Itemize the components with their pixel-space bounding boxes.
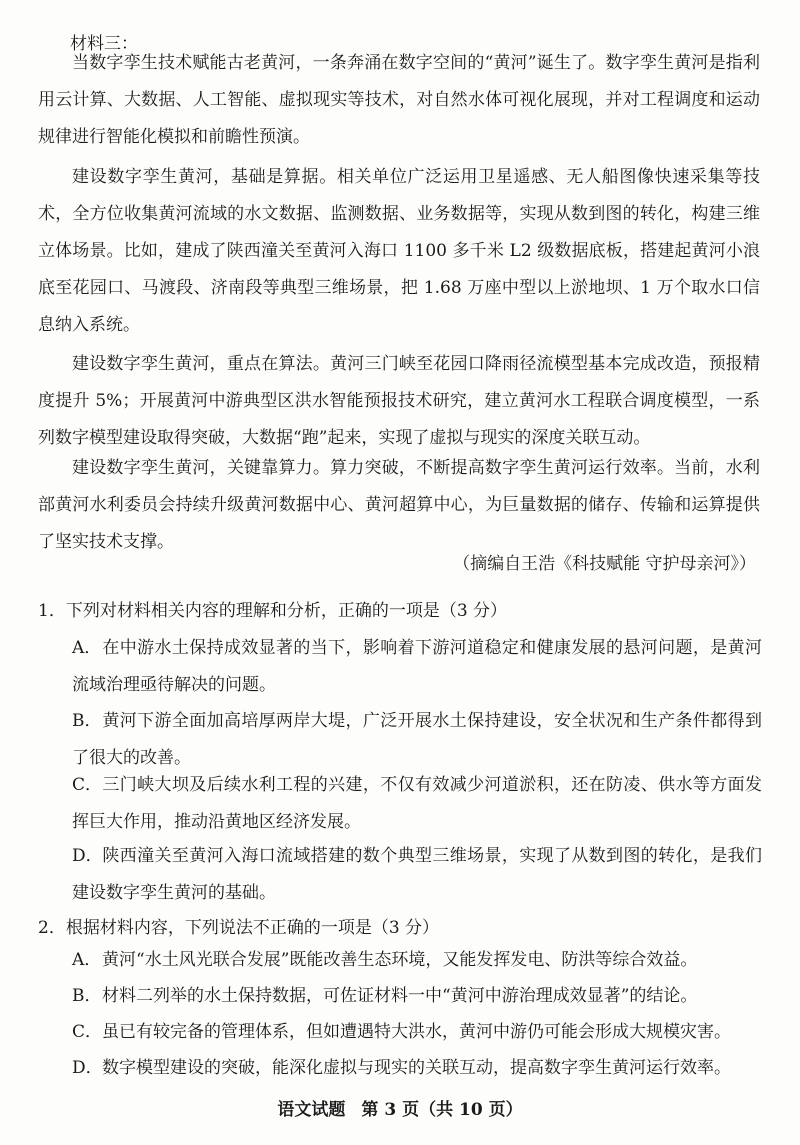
option-text: 陕西潼关至黄河入海口流域搭建的数个典型三维场景，实现了从数到图的转化，是我们建设数字孪生黄河的基础。 xyxy=(72,846,762,903)
page-footer xyxy=(0,1096,800,1124)
question-1-option-a[interactable] xyxy=(72,630,762,704)
question-2-option-a[interactable] xyxy=(72,942,762,979)
option-letter: B． xyxy=(72,711,102,731)
material-paragraph-3: 建设数字孪生黄河，重点在算法。黄河三门峡至花园口降雨径流模型基本完成改造，预报精度提升 5%；开展黄河中游典型区洪水智能预报技术研究，建立黄河水工程联合调度模型，一系列数字模型建设取得突破，大数据“跑”起来，实现了虚拟与现实的深度关联互动。 xyxy=(38,354,760,448)
option-letter: B． xyxy=(72,986,102,1006)
question-1-option-b[interactable] xyxy=(72,703,762,777)
question-1-stem: 1．下列对材料相关内容的理解和分析，正确的一项是（3 分） xyxy=(38,601,508,621)
option-letter: D． xyxy=(72,1058,103,1078)
option-text: 三门峡大坝及后续水利工程的兴建，不仅有效减少河道淤积，还在防凌、供水等方面发挥巨大作用，推动沿黄地区经济发展。 xyxy=(72,775,762,832)
option-text: 数字模型建设的突破，能深化虚拟与现实的关联互动，提高数字孪生黄河运行效率。 xyxy=(102,1058,731,1078)
option-letter: A． xyxy=(72,950,102,970)
footer-subject: 语文试题 xyxy=(277,1100,346,1120)
footer-page-number: 第 3 页（共 10 页） xyxy=(361,1100,523,1120)
option-text: 黄河“水土风光联合发展”既能改善生态环境，又能发挥发电、防洪等综合效益。 xyxy=(102,950,698,970)
material-paragraph-1: 当数字孪生技术赋能古老黄河，一条奔涌在数字空间的“黄河”诞生了。数字孪生黄河是指利用云计算、大数据、人工智能、虚拟现实等技术，对自然水体可视化展现，并对工程调度和运动规律进行智能化模拟和前瞻性预演。 xyxy=(38,53,760,147)
option-letter: C． xyxy=(72,1022,103,1042)
option-letter: C． xyxy=(72,775,103,795)
question-1-option-c[interactable] xyxy=(72,767,762,841)
question-2-option-b[interactable] xyxy=(72,978,762,1015)
material-paragraph-2: 建设数字孪生黄河，基础是算据。相关单位广泛运用卫星遥感、无人船图像快速采集等技术，全方位收集黄河流域的水文数据、监测数据、业务数据等，实现从数到图的转化，构建三维立体场景。比如，建成了陕西潼关至黄河入海口 1100 多千米 L2 级数据底板，搭建起黄河小浪底至花园口、马渡段、济南段等典型三维场景，把 1.68 万座中型以上淤地坝、1 万个取水口信息纳入系统。 xyxy=(38,167,760,335)
option-letter: A． xyxy=(72,638,102,658)
option-text: 黄河下游全面加高培厚两岸大堤，广泛开展水土保持建设，安全状况和生产条件都得到了很大的改善。 xyxy=(72,711,762,768)
option-text: 材料二列举的水土保持数据，可佐证材料一中“黄河中游治理成效显著”的结论。 xyxy=(102,986,698,1006)
material-title: 材料三： xyxy=(70,34,138,54)
material-paragraph-4: 建设数字孪生黄河，关键靠算力。算力突破，不断提高数字孪生黄河运行效率。当前，水利部黄河水利委员会持续升级黄河数据中心、黄河超算中心，为巨量数据的储存、传输和运算提供了坚实技术支撑。 xyxy=(38,458,760,552)
question-2-option-d[interactable] xyxy=(72,1050,762,1087)
question-1-option-d[interactable] xyxy=(72,838,762,912)
option-letter: D． xyxy=(72,846,103,866)
question-2-stem: 2．根据材料内容，下列说法不正确的一项是（3 分） xyxy=(38,918,440,938)
material-source: （摘编自王浩《科技赋能 守护母亲河》） xyxy=(453,554,756,574)
question-2-option-c[interactable] xyxy=(72,1014,762,1051)
option-text: 在中游水土保持成效显著的当下，影响着下游河道稳定和健康发展的悬河问题，是黄河流域治理亟待解决的问题。 xyxy=(72,638,762,695)
option-text: 虽已有较完备的管理体系，但如遭遇特大洪水，黄河中游仍可能会形成大规模灾害。 xyxy=(102,1022,731,1042)
